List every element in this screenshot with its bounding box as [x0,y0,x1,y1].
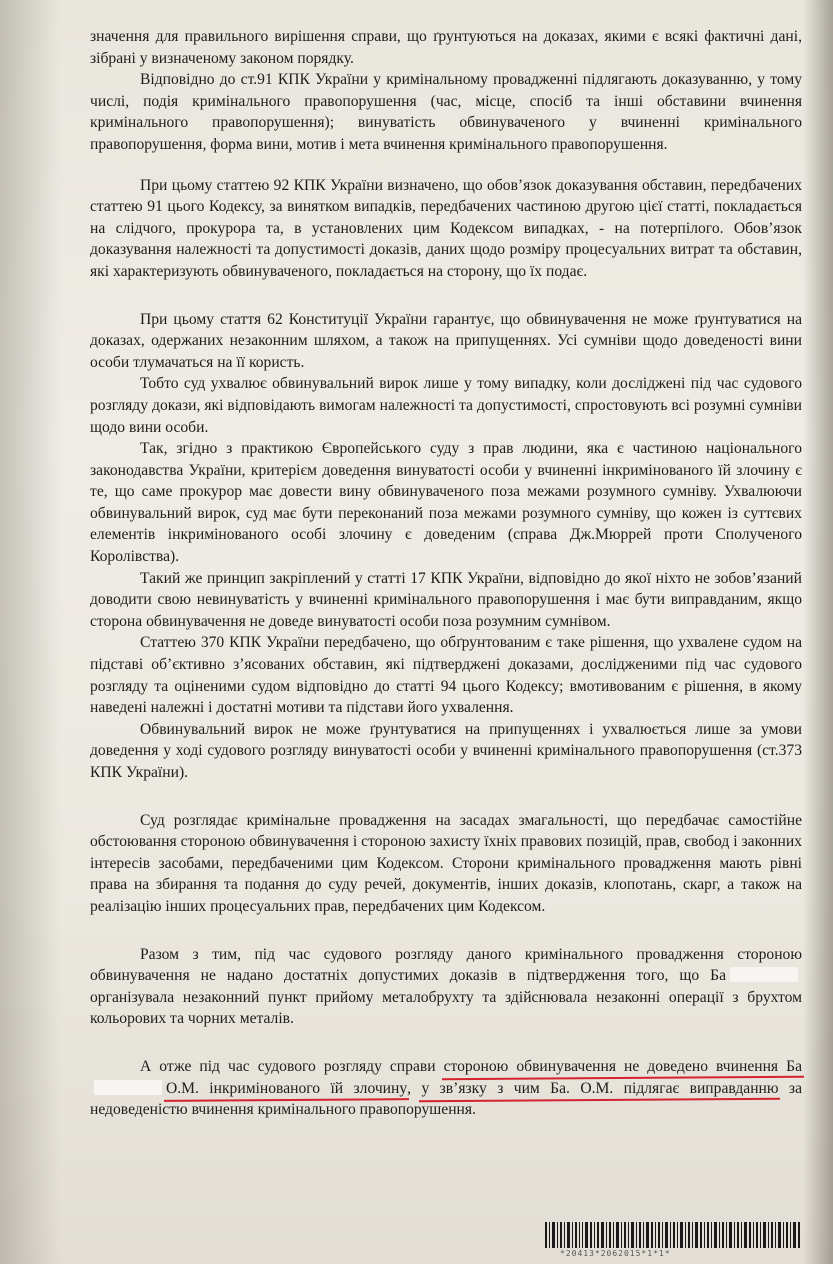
paragraph-8: Статтею 370 КПК України передбачено, що обґрунтованим є таке рішення, що ухвалене судом на підставі об’єктивно з’ясованих обставин, які підтверджені доказами, дослідженими під час судового розгляду та оціненими судом відповідно до статті 94 цього Кодексу; вмотивованим є рішення, в якому наведені належні і достатні мотиви та підстави його ухвалення. [90,634,802,717]
barcode [545,1222,800,1248]
paragraph-2: Відповідно до ст.91 КПК України у кримінальному провадженні підлягають доказуванню, у тому числі, подія кримінального правопорушення (час, місце, спосіб та інші обставини вчинення кримінального правопорушення); винуватість обвинуваченого у вчиненні кримінального правопорушення, форма вини, мотив і мета вчинення кримінального правопорушення. [90,71,802,153]
paragraph-11-part1: Разом з тим, під час судового розгляду даного кримінального провадження стороною обвинувачення не надано достатніх допустимих доказів в підтвердження того, що Ба [90,945,802,985]
redaction-box-2 [94,1080,162,1095]
paragraph-4: При цьому стаття 62 Конституції України гарантує, що обвинувачення не може ґрунтуватися на доказах, одержаних незаконним шляхом, а також на припущеннях. Усі сумніви щодо доведеності вини особи тлумачаться на її користь. [90,310,802,371]
paragraph-1: значення для правильного вирішення справи, що ґрунтуються на доказах, якими є всякі фактичні дані, зібрані у визначеному законом порядку. [90,28,802,67]
paragraph-12-part1: А отже під час судового розгляду справи [140,1057,444,1075]
page-shadow-left [0,0,60,1264]
paragraph-10: Суд розглядає кримінальне провадження на засадах змагальності, що передбачає самостійне обстоювання стороною обвинувачення і стороною захисту їхніх правових позицій, прав, свобод і законних інтересів засобами, передбаченими цим Кодексом. Сторони кримінального провадження мають рівні права на збирання та подання до суду речей, документів, інших доказів, клопотань, скарг, а також на реалізацію інших процесуальних прав, передбачених цим Кодексом. [90,811,802,915]
paragraph-12 [90,1056,802,1121]
paragraph-12-part3: за недоведеністю вчинення кримінального правопорушення. [90,1079,802,1119]
document-body [90,26,802,1121]
paragraph-7: Такий же принцип закріплений у статті 17 КПК України, відповідно до якої ніхто не зобов’язаний доводити свою невинуватість у вчиненні кримінального правопорушення і має бути виправданим, якщо сторона обвинувачення не доведе винуватості особи поза розумним сумнівом. [90,569,802,630]
paragraph-5: Тобто суд ухвалює обвинувальний вирок лише у тому випадку, коли досліджені під час судового розгляду докази, які відповідають вимогам належності та допустимості, спростовують всі розумні сумніви щодо вини особи. [90,375,802,436]
paragraph-12-part2: , [407,1079,422,1097]
page-shadow-right [803,0,833,1264]
redaction-box [730,967,798,982]
underlined-phrase-2: О.М. інкримінованого їй злочину [166,1079,408,1097]
barcode-number: *20413*2062015*1*1* [560,1249,671,1258]
paragraph-11-part2: організувала незаконний пункт прийому металобрухту та здійснювала незаконні операції з брухтом кольорових та чорних металів. [90,988,802,1028]
underlined-phrase-1: стороною обвинувачення не доведено вчинення Ба [443,1057,802,1075]
paragraph-9: Обвинувальний вирок не може ґрунтуватися на припущеннях і ухвалюється лише за умови доведення у ході судового розгляду винуватості особи у вчиненні кримінального правопорушення (ст.373 КПК України). [90,720,802,781]
paragraph-3: При цьому статтею 92 КПК України визначено, що обов’язок доказування обставин, передбачених статтею 91 цього Кодексу, за винятком випадків, передбачених частиною другою цієї статті, покладається на слідчого, прокурора та, в установлених цим Кодексом випадках, - на потерпілого. Обов’язок доказування належності та допустимості доказів, даних щодо розміру процесуальних витрат та обставин, які характеризують обвинуваченого, покладається на сторону, що їх подає. [90,176,802,280]
paragraph-11 [90,944,802,1030]
underlined-phrase-3: у зв’язку з чим Ба. О.М. підлягає виправданню [421,1079,779,1097]
paragraph-6: Так, згідно з практикою Європейського суду з прав людини, яка є частиною національного законодавства України, критерієм доведення винуватості особи у вчиненні інкримінованого їй злочину є те, що саме прокурор має довести вину обвинуваченого поза межами розумного сумніву. Ухвалюючи обвинувальний вирок, суд має бути переконаний поза межами розумного сумніву, що кожен із суттєвих елементів інкримінованого особі злочину є доведеним (справа Дж.Мюррей проти Сполученого Королівства). [90,440,802,566]
